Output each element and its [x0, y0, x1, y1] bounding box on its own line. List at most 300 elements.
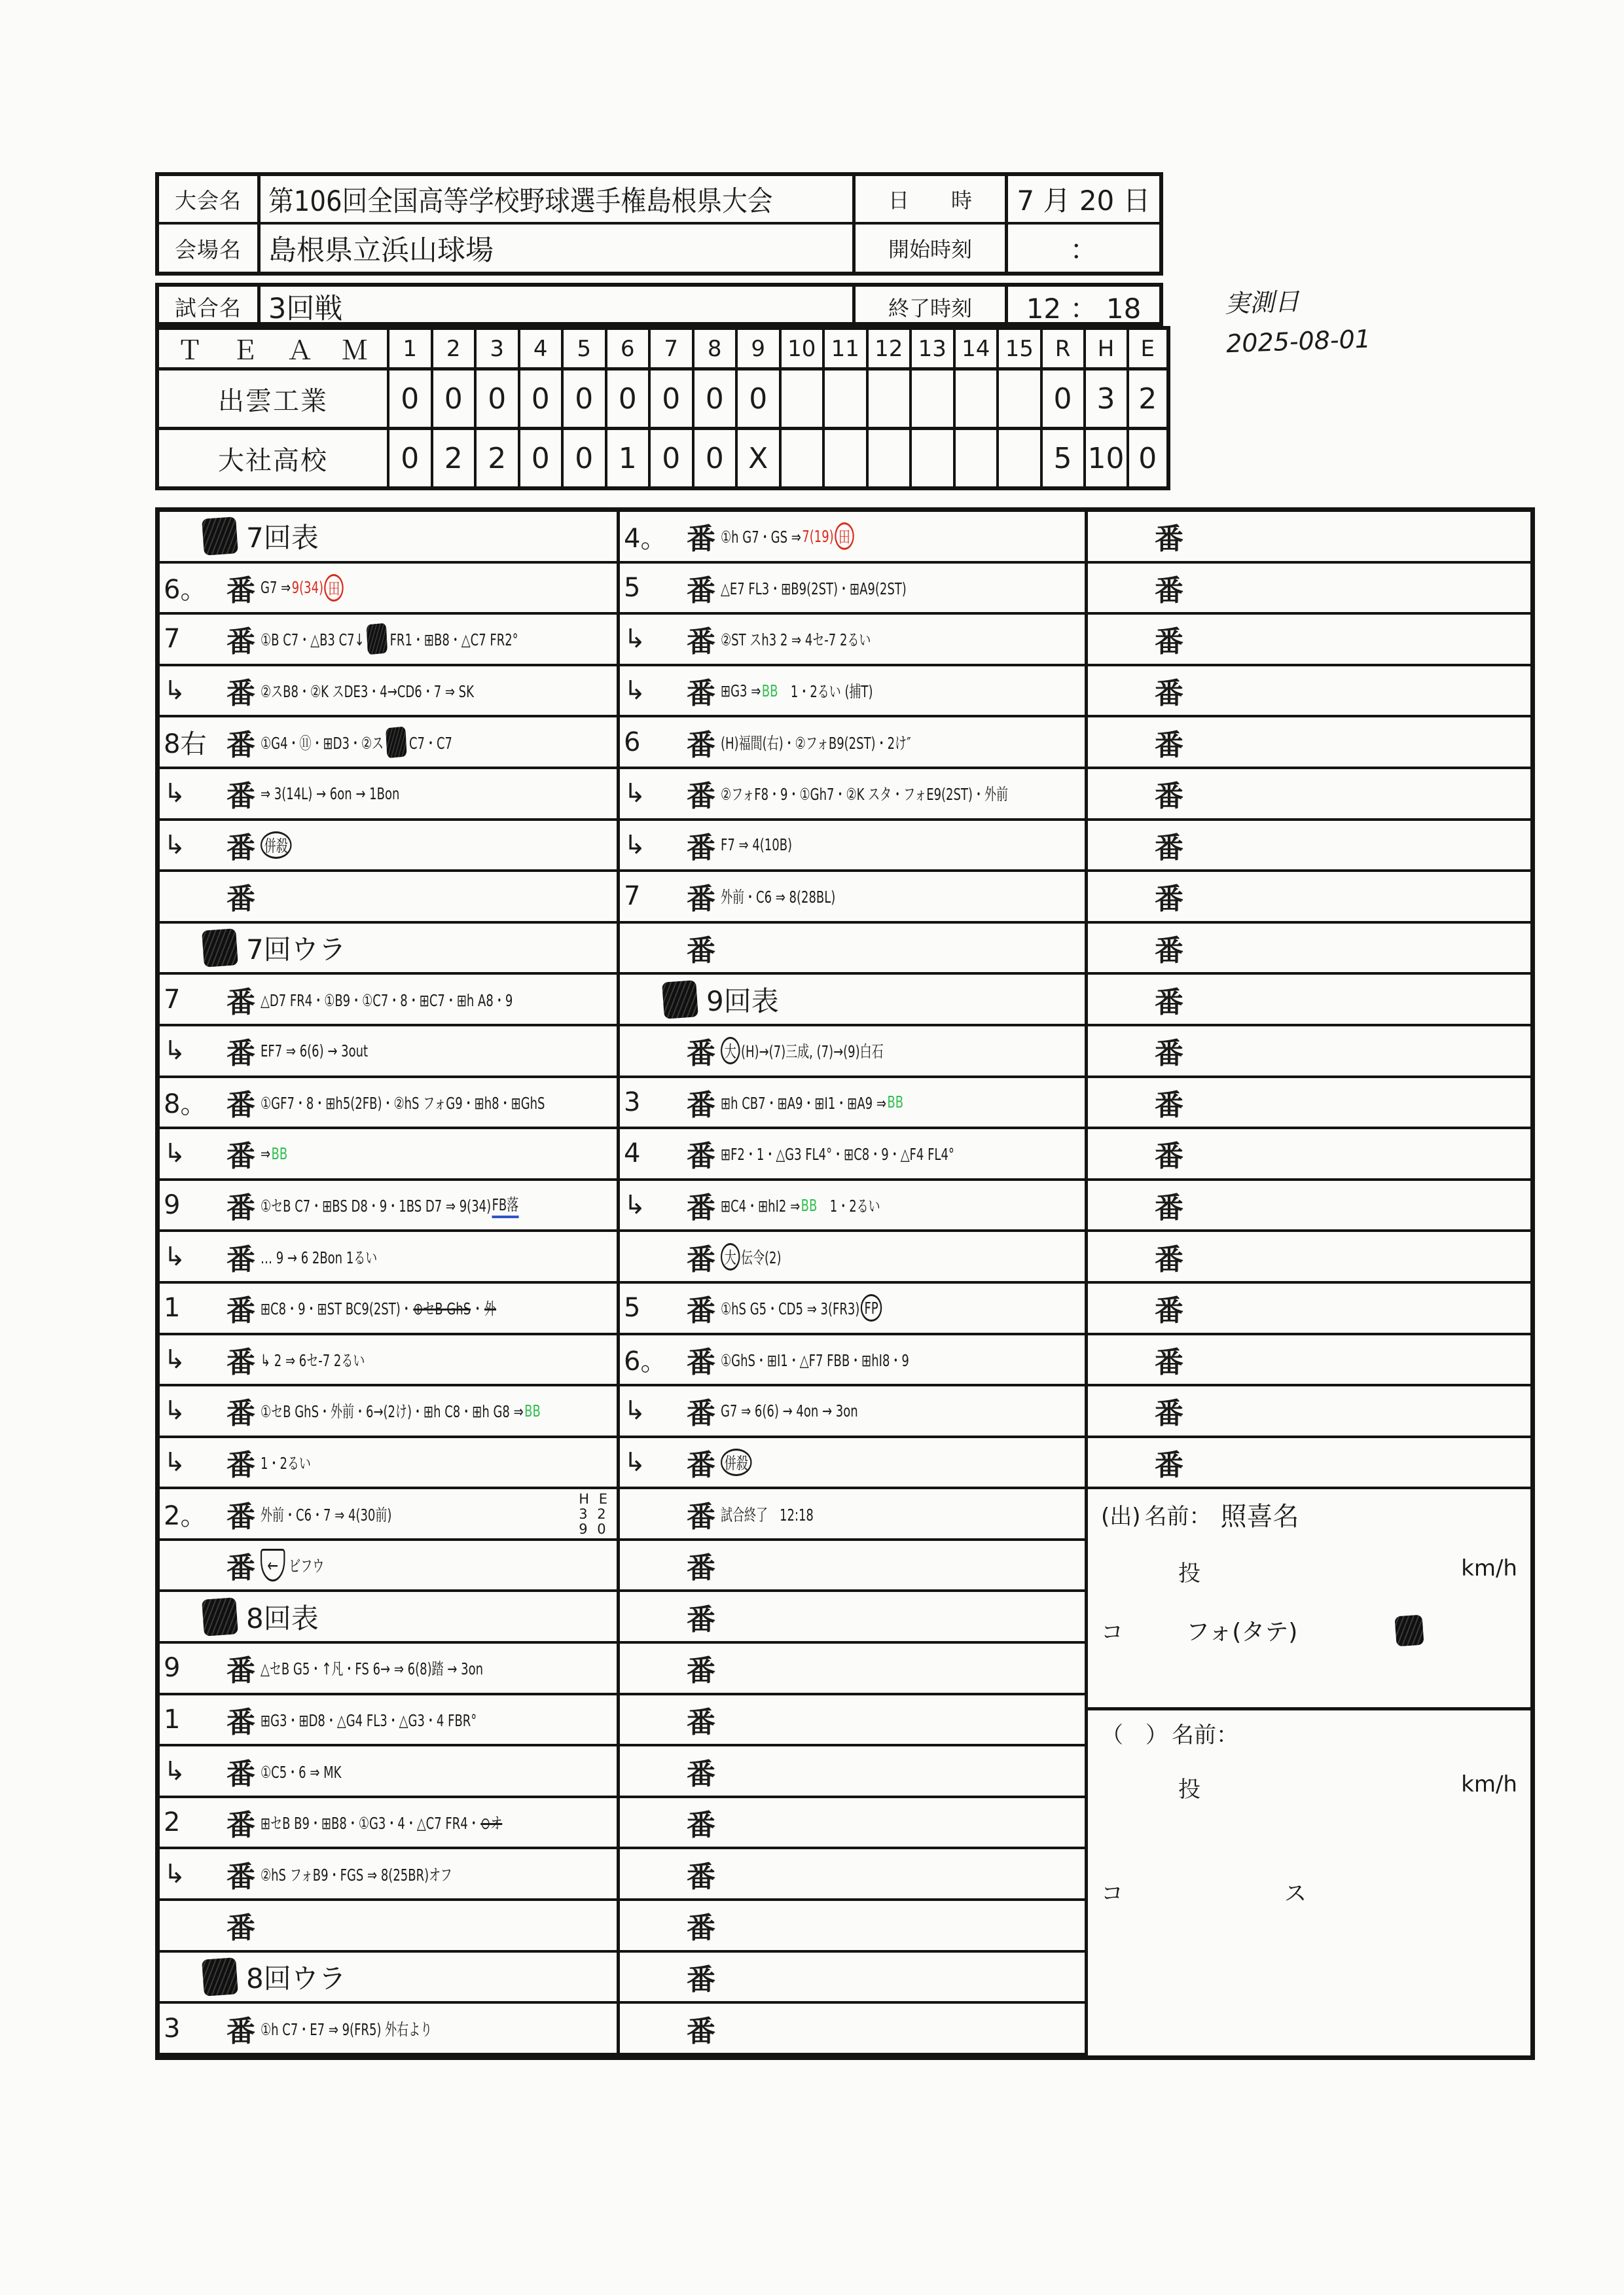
inning-header-cell: 7 — [651, 330, 695, 367]
ban-label: 番 — [226, 985, 255, 1019]
scribble-mark — [386, 726, 406, 758]
score-text: ①hS G5・CD5 ⇒ 3(FR3) — [721, 1299, 860, 1319]
score-text: ①セB C7・⊞BS D8・9・1BS D7 ⇒ 9(34) — [261, 1197, 492, 1216]
scribble-mark — [1395, 1614, 1424, 1646]
inning-score-cell: 0 — [1043, 370, 1086, 427]
batter-number: ↳ — [624, 624, 646, 655]
score-text: ①GF7・8・⊞h5(2FB)・②hS フォG9・⊞h8・⊞GhS — [261, 1093, 545, 1113]
score-row — [620, 1695, 1085, 1747]
score-notation — [721, 576, 907, 600]
circled-note: 大 — [721, 1037, 740, 1064]
ban-label: 番 — [1155, 1345, 1183, 1379]
hits-errors-line: 9 0 — [579, 1521, 609, 1538]
pitcher-cell — [1088, 1710, 1530, 2055]
score-text: ⊞G3・⊞D8・△G4 FL3・△G3・4 FBR° — [261, 1710, 477, 1730]
inning-header-cell: 12 — [869, 330, 912, 367]
score-row — [620, 1849, 1085, 1901]
batter-number: ↳ — [164, 1858, 186, 1889]
score-row — [620, 975, 1085, 1026]
score-row — [620, 1335, 1085, 1387]
score-row — [620, 1129, 1085, 1181]
score-notation — [261, 1348, 365, 1371]
score-text: ⊖オ — [480, 1814, 503, 1834]
inning-score-cell: 0 — [651, 430, 695, 486]
inning-header-cell: R — [1043, 330, 1086, 367]
ban-label: 番 — [687, 2014, 715, 2048]
score-text: ①セB GhS・外前・6→(2け)・⊞h C8・⊞h G8 ⇒ — [261, 1402, 524, 1422]
pitch-label: 投 — [1178, 1561, 1200, 1587]
batter-number: ↳ — [164, 829, 186, 860]
score-text: 外 — [484, 1299, 497, 1319]
inning-score-cell: 2 — [433, 430, 477, 486]
inning-title: 9回表 — [706, 985, 779, 1017]
score-notation — [721, 782, 1008, 805]
inning-score-cell: 3 — [1086, 370, 1129, 427]
ban-label: 番 — [1155, 831, 1183, 865]
inning-score-cell — [999, 430, 1043, 486]
score-notation — [261, 679, 474, 702]
score-row — [620, 1541, 1085, 1593]
score-notation — [721, 1193, 880, 1217]
circled-note: FP — [861, 1294, 882, 1322]
score-row — [620, 1798, 1085, 1850]
measured-date-value: 2025-08-01 — [1225, 324, 1371, 359]
score-text: BB — [271, 1144, 288, 1163]
score-row — [160, 666, 617, 718]
inning-score-cell: 0 — [389, 430, 433, 486]
score-text: ⇒ 3(14L) → 6on → 1Bon — [261, 784, 400, 803]
circled-note: 大 — [721, 1243, 740, 1271]
inning-score-cell — [912, 430, 956, 486]
score-text: 1・2るい — [818, 1197, 880, 1216]
inning-score-cell: 0 — [564, 430, 607, 486]
team-header-cell: Ｔ Ｅ Ａ Ｍ — [159, 330, 389, 367]
score-row — [620, 1644, 1085, 1695]
ban-label: 番 — [687, 1860, 715, 1894]
score-notation — [261, 1399, 541, 1422]
atbat-column-middle — [617, 512, 1085, 2055]
ban-label: 番 — [687, 1037, 715, 1071]
score-text: 試合終了 12:18 — [721, 1505, 814, 1525]
course-row — [1101, 1875, 1517, 1907]
score-text: ⊞G3 ⇒ — [721, 681, 761, 700]
pitcher-tag: (出) — [1101, 1504, 1141, 1530]
score-row — [160, 1026, 617, 1078]
score-row — [1088, 924, 1530, 975]
inning-header-cell: 3 — [477, 330, 520, 367]
ban-label: 番 — [1155, 1088, 1183, 1122]
course-value: フォ(タテ) — [1186, 1619, 1298, 1646]
pitcher-tag: （ ） — [1101, 1722, 1168, 1749]
batter-number: ↳ — [164, 1138, 186, 1169]
batter-number: 9 — [164, 1653, 181, 1684]
score-notation — [721, 1502, 814, 1526]
start-time-label: 開始時刻 — [852, 225, 1008, 272]
ban-label: 番 — [1155, 1140, 1183, 1174]
ban-label: 番 — [226, 677, 255, 711]
ban-label: 番 — [687, 1140, 715, 1174]
game-label: 試合名 — [159, 287, 261, 327]
inning-score-cell: 0 — [607, 370, 651, 427]
inning-score-cell — [956, 370, 1000, 427]
ban-label: 番 — [687, 1294, 715, 1328]
ban-label: 番 — [1155, 677, 1183, 711]
score-text: ⊞h CB7・⊞A9・⊞I1・⊞A9 ⇒ — [721, 1093, 886, 1113]
score-row — [1088, 1335, 1530, 1387]
ban-label: 番 — [226, 1654, 255, 1688]
batter-number: ↳ — [164, 1036, 186, 1066]
score-text: ・ — [471, 1299, 484, 1319]
score-row — [620, 769, 1085, 821]
score-row — [1088, 1284, 1530, 1335]
batter-number: 6。 — [624, 1346, 667, 1377]
score-notation — [261, 1862, 452, 1886]
inning-score-cell: 0 — [564, 370, 607, 427]
ban-label: 番 — [226, 1860, 255, 1894]
score-row — [1088, 615, 1530, 666]
ban-label: 番 — [226, 1448, 255, 1482]
ban-label: 番 — [687, 573, 715, 607]
score-row — [160, 717, 617, 769]
pitcher-name-row — [1101, 1496, 1517, 1533]
score-text: 外前・C6 ⇒ 8(28BL) — [721, 888, 836, 907]
inning-header-cell: 15 — [999, 330, 1043, 367]
ban-label: 番 — [226, 2014, 255, 2048]
score-text: (H)→(7)三成, (7)→(9)白石 — [740, 1042, 884, 1062]
pitcher-name-label: 名前： — [1172, 1722, 1238, 1749]
score-notation — [261, 1144, 287, 1163]
batter-number: 8右 — [164, 729, 207, 760]
ban-label: 番 — [687, 1911, 715, 1945]
date-value: 7 月 20 日 — [1017, 185, 1151, 217]
batter-number: 5 — [624, 572, 641, 603]
score-row — [1088, 1386, 1530, 1438]
batter-number: 2。 — [164, 1501, 207, 1532]
ban-label: 番 — [687, 1705, 715, 1739]
score-notation — [261, 1502, 391, 1526]
score-text: G7 ⇒ 6(6) → 4on → 3on — [721, 1401, 858, 1420]
inning-score-cell: 2 — [477, 430, 520, 486]
batter-number: ↳ — [624, 829, 646, 860]
pitcher-name-row — [1101, 1717, 1517, 1749]
inning-header-cell: 10 — [782, 330, 825, 367]
score-notation — [261, 727, 452, 757]
score-row — [620, 1489, 1085, 1541]
wind-mark: ← — [261, 1549, 285, 1581]
scoreboard — [155, 326, 1170, 490]
score-row — [1088, 564, 1530, 615]
score-notation — [721, 835, 792, 854]
score-row — [620, 1026, 1085, 1078]
ban-label: 番 — [1155, 985, 1183, 1019]
batter-number: ↳ — [164, 1344, 186, 1375]
score-text: ⊞セB B9・⊞B8・①G3・4・△C7 FR4・ — [261, 1814, 480, 1834]
inning-header-cell: 11 — [825, 330, 869, 367]
score-text: ②ST スh3 2 ⇒ 4セ-7 2るい — [721, 630, 871, 650]
inning-score-cell: 10 — [1086, 430, 1129, 486]
score-row — [160, 615, 617, 666]
score-text: ①C5・6 ⇒ MK — [261, 1762, 342, 1782]
score-row — [620, 1746, 1085, 1798]
score-notation — [721, 1401, 858, 1420]
speed-label: ス — [1284, 1881, 1307, 1907]
ban-label: 番 — [1155, 934, 1183, 968]
score-notation — [261, 1091, 545, 1114]
datetime-label: 日 時 — [852, 176, 1008, 222]
pitch-speed-row — [1101, 1555, 1517, 1587]
end-time-value: 12 ： 18 — [1026, 292, 1142, 325]
score-row — [620, 1901, 1085, 1953]
ban-label: 番 — [226, 1345, 255, 1379]
score-text: 9(34) — [291, 578, 324, 598]
scribble-mark — [202, 1597, 238, 1636]
ban-label: 番 — [687, 1448, 715, 1482]
team-name-cell: 出雲工業 — [159, 370, 389, 427]
score-row — [160, 2004, 617, 2055]
score-row — [160, 1901, 617, 1953]
score-text: ⊕セB GhS — [413, 1299, 471, 1319]
ban-label: 番 — [687, 1809, 715, 1843]
score-row — [620, 2004, 1085, 2055]
score-row — [160, 821, 617, 873]
ban-label: 番 — [226, 1551, 255, 1585]
score-row — [1088, 821, 1530, 873]
inning-score-cell: 0 — [389, 370, 433, 427]
ban-label: 番 — [687, 934, 715, 968]
score-row — [1088, 666, 1530, 718]
inning-title: 7回表 — [246, 522, 319, 554]
score-row — [160, 1695, 617, 1747]
score-row — [1088, 1181, 1530, 1233]
score-row — [1088, 1129, 1530, 1181]
score-notation — [261, 1296, 496, 1320]
score-row — [1088, 1078, 1530, 1130]
score-notation — [721, 627, 871, 651]
speed-unit: km/h — [1461, 1771, 1517, 1798]
batter-number: 9 — [164, 1190, 181, 1221]
score-notation — [261, 1192, 518, 1218]
score-row — [160, 924, 617, 975]
score-text: ↳ 2 ⇒ 6セ-7 2るい — [261, 1350, 365, 1370]
inning-title: 8回ウラ — [246, 1962, 346, 1995]
score-text: FB落 — [492, 1192, 519, 1218]
batter-number: 4 — [624, 1138, 641, 1169]
score-text: ⊞C8・9・⊞ST BC9(2ST)・ — [261, 1299, 412, 1319]
score-notation — [721, 884, 835, 908]
batter-number: ↳ — [164, 778, 186, 809]
venue-name: 島根県立浜山球場 — [268, 234, 494, 267]
score-row — [620, 1232, 1085, 1284]
inning-score-cell — [999, 370, 1043, 427]
circled-note: 田 — [325, 574, 344, 602]
measured-date-label: 実測日 — [1224, 287, 1300, 319]
score-notation — [721, 522, 854, 550]
team-row — [159, 430, 1166, 486]
score-text: ②スB8・②K スDE3・4→CD6・7 ⇒ SK — [261, 682, 474, 702]
inning-score-cell: 2 — [1138, 382, 1157, 416]
ban-label: 番 — [1155, 1037, 1183, 1071]
pitch-label: 投 — [1178, 1777, 1200, 1803]
ban-label: 番 — [687, 831, 715, 865]
tournament-name — [261, 176, 852, 222]
score-row — [1088, 769, 1530, 821]
inning-header-cell: 13 — [912, 330, 956, 367]
score-text: 1・2るい — [261, 1453, 311, 1473]
score-row — [160, 1386, 617, 1438]
batter-number: 6。 — [164, 575, 207, 605]
inning-score-cell: X — [738, 430, 782, 486]
score-text: G7 ⇒ — [261, 578, 291, 598]
ban-label: 番 — [226, 1294, 255, 1328]
score-row — [1088, 1232, 1530, 1284]
ban-label: 番 — [226, 1397, 255, 1431]
inning-score-cell — [782, 370, 825, 427]
hits-errors-line: 3 2 — [579, 1506, 609, 1523]
ban-label: 番 — [1155, 1294, 1183, 1328]
score-notation — [721, 1348, 909, 1371]
score-row — [620, 1953, 1085, 2004]
score-text: 伝令(2) — [740, 1248, 782, 1267]
score-text: ①B C7・△B3 C7↓ — [261, 630, 365, 650]
inning-header-cell: 9 — [738, 330, 782, 367]
batter-number: ↳ — [164, 1241, 186, 1272]
score-text: ①GhS・⊞I1・△F7 FBB・⊞hI8・9 — [721, 1350, 909, 1370]
inning-header-cell: 5 — [564, 330, 607, 367]
score-row — [1088, 872, 1530, 924]
score-text: ⊞F2・1・△G3 FL4°・⊞C8・9・△F4 FL4° — [721, 1145, 954, 1165]
tournament-label: 大会名 — [159, 176, 261, 222]
batter-number: ↳ — [624, 1396, 646, 1426]
scribble-mark — [202, 517, 238, 556]
score-row — [160, 1438, 617, 1490]
inning-header-cell: 14 — [956, 330, 1000, 367]
ban-label: 番 — [1155, 882, 1183, 916]
course-label: コ — [1101, 1881, 1123, 1907]
batter-number: 7 — [164, 624, 181, 655]
tournament-row — [159, 176, 1159, 225]
score-text: ①h C7・E7 ⇒ 9(FR5) 外右より — [261, 2019, 433, 2039]
inning-header-cell: E — [1140, 335, 1155, 362]
ban-label: 番 — [226, 1037, 255, 1071]
ban-label: 番 — [1155, 573, 1183, 607]
score-row — [160, 1541, 617, 1593]
score-row — [160, 1181, 617, 1233]
score-notation — [721, 1294, 882, 1322]
inning-header-cell: 8 — [695, 330, 738, 367]
score-text: ビフウ — [289, 1557, 325, 1576]
score-notation — [261, 1451, 311, 1474]
batter-number: ↳ — [164, 1447, 186, 1477]
ban-label: 番 — [687, 1654, 715, 1688]
score-row — [1088, 1026, 1530, 1078]
circled-note: 田 — [835, 522, 854, 550]
scribble-mark — [202, 1957, 238, 1996]
score-notation — [261, 784, 399, 803]
score-text: ②フォF8・9・①Gh7・②K スタ・フォE9(2ST)・外前 — [721, 785, 1008, 804]
ban-label: 番 — [687, 1345, 715, 1379]
score-notation — [261, 1811, 502, 1834]
game-name: 3回戦 — [268, 293, 343, 325]
score-text: (H)福間(右)・②フォB9(2ST)・2け″ — [721, 733, 911, 753]
score-text: ⊞C4・⊞hI2 ⇒ — [721, 1197, 801, 1216]
inning-score-cell: 0 — [520, 430, 564, 486]
speed-unit: km/h — [1461, 1555, 1517, 1582]
inning-score-cell — [956, 430, 1000, 486]
inning-score-cell: 0 — [695, 370, 738, 427]
ban-label: 番 — [226, 1809, 255, 1843]
batter-number: 7 — [164, 984, 181, 1015]
game-row — [159, 287, 1159, 327]
ban-label: 番 — [687, 1242, 715, 1276]
inning-header-cell: 4 — [520, 330, 564, 367]
score-row — [160, 872, 617, 924]
inning-score-cell — [825, 430, 869, 486]
score-row — [620, 1078, 1085, 1130]
inning-score-cell: 0 — [520, 370, 564, 427]
score-text: F7 ⇒ 4(10B) — [721, 835, 793, 855]
ban-label: 番 — [226, 625, 255, 659]
course-row — [1101, 1614, 1517, 1647]
inning-header-cell: 1 — [389, 330, 433, 367]
score-row — [160, 1489, 617, 1541]
score-text: BB — [801, 1195, 818, 1215]
score-notation — [261, 1245, 377, 1269]
team-row — [159, 370, 1166, 430]
scribble-mark — [202, 928, 238, 967]
batter-number: 7 — [624, 881, 641, 912]
batter-number: ↳ — [164, 1756, 186, 1786]
score-text: △セB G5・↑凡・FS 6→ ⇒ 6(8)踏 → 3on — [261, 1659, 483, 1679]
atbat-column-right — [1085, 512, 1530, 2055]
score-row — [620, 1592, 1085, 1644]
inning-score-cell: 0 — [651, 370, 695, 427]
score-text: 7(19) — [802, 526, 834, 546]
hits-errors-note — [579, 1492, 610, 1537]
inning-score-cell — [825, 370, 869, 427]
score-text: ①h G7・GS ⇒ — [721, 528, 801, 547]
ban-label: 番 — [1155, 728, 1183, 762]
ban-label: 番 — [226, 882, 255, 916]
venue-label: 会場名 — [159, 225, 261, 272]
score-notation — [261, 1549, 324, 1581]
batter-number: 3 — [624, 1087, 641, 1117]
batter-number: ↳ — [624, 778, 646, 809]
batter-number: 5 — [624, 1293, 641, 1324]
batter-number: 6 — [624, 727, 641, 757]
ban-label: 番 — [1155, 1448, 1183, 1482]
inning-score-cell — [782, 430, 825, 486]
score-row — [1088, 512, 1530, 564]
team-name-cell: 大社高校 — [159, 430, 389, 486]
batter-number: ↳ — [624, 676, 646, 706]
scoreboard-header-row — [159, 330, 1166, 370]
score-row — [1088, 975, 1530, 1026]
inning-score-cell — [912, 370, 956, 427]
circled-note: 併殺 — [261, 831, 292, 859]
score-notation — [721, 1091, 903, 1114]
scribble-mark — [367, 623, 388, 655]
pitcher-name: 照喜名 — [1220, 1502, 1299, 1532]
score-row — [620, 872, 1085, 924]
ban-label: 番 — [226, 831, 255, 865]
ban-label: 番 — [226, 1757, 255, 1791]
score-row — [620, 1386, 1085, 1438]
score-notation — [721, 679, 873, 702]
pitcher-name-label: 名前： — [1144, 1504, 1212, 1530]
score-notation — [721, 1037, 884, 1064]
score-row — [620, 924, 1085, 975]
score-notation — [721, 1449, 752, 1476]
